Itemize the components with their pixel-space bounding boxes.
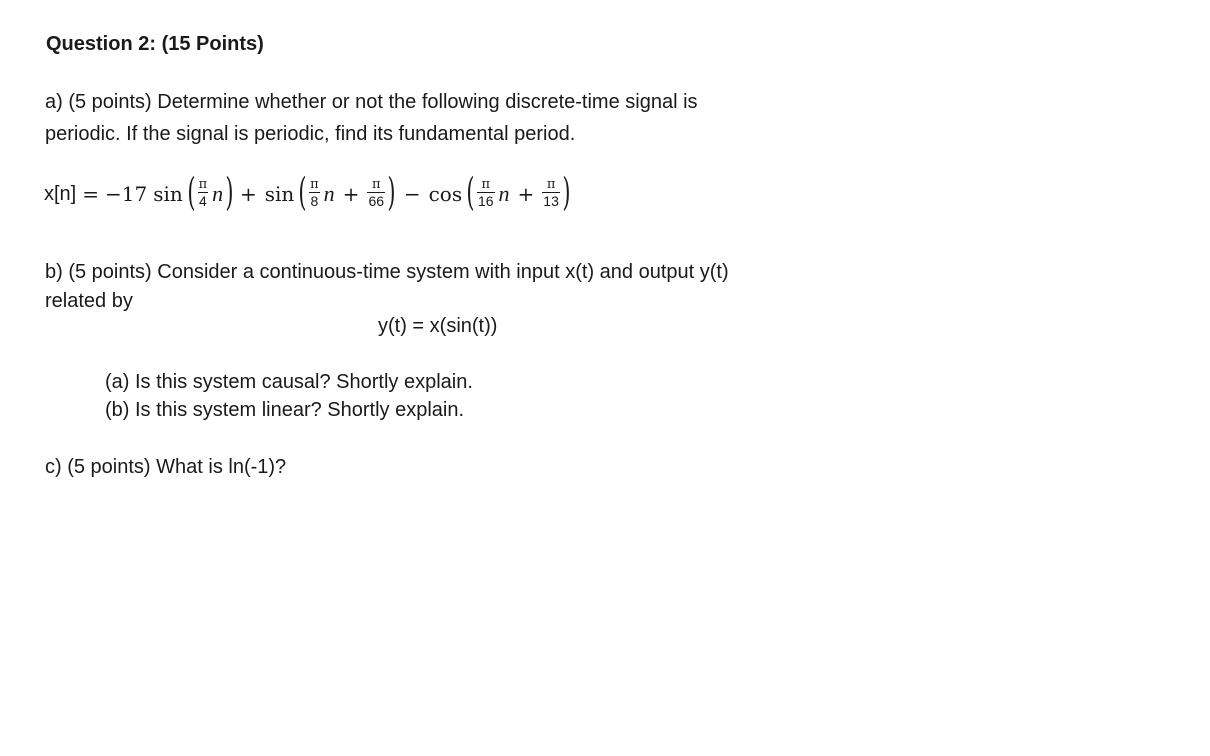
- formula-rparen-2: ): [387, 170, 396, 214]
- fraction-denominator: 4: [198, 193, 207, 209]
- formula-sin-1: sin: [153, 182, 183, 206]
- part-c-text: c) (5 points) What is ln(-1)?: [45, 456, 287, 478]
- system-equation: y(t) = x(sin(t)): [378, 315, 498, 337]
- fraction-numerator: π: [310, 177, 319, 192]
- sub-question-causal: (a) Is this system causal? Shortly explain.: [105, 371, 473, 393]
- fraction-pi-over-13: [542, 177, 560, 209]
- formula-plus-3: +: [517, 182, 535, 206]
- formula-rparen-1: ): [225, 170, 234, 214]
- fraction-pi-over-16: [477, 177, 495, 209]
- sub-question-linear: (b) Is this system linear? Shortly explain.: [105, 399, 465, 421]
- fraction-numerator: π: [371, 177, 381, 192]
- formula-sin-2: sin: [264, 182, 295, 206]
- fraction-denominator: 16: [477, 193, 494, 209]
- formula-lparen-2: (: [298, 170, 307, 214]
- formula-plus-2: +: [342, 182, 360, 206]
- fraction-numerator: π: [546, 177, 556, 192]
- part-a-text-line-1: a) (5 points) Determine whether or not the following discrete-time signal is: [45, 91, 698, 113]
- part-a-text-line-2: periodic. If the signal is periodic, find its fundamental period.: [45, 123, 576, 145]
- formula-coefficient: −17: [105, 182, 148, 206]
- formula-var-n: n: [212, 181, 224, 206]
- formula-equals: =: [82, 182, 100, 206]
- part-b-text-line-1: b) (5 points) Consider a continuous-time system with input x(t) and output y(t): [45, 261, 729, 283]
- formula-lhs: x[n]: [44, 182, 77, 205]
- fraction-pi-over-4: [198, 177, 209, 209]
- formula-cos: cos: [428, 182, 463, 206]
- formula-var-n: n: [498, 181, 510, 206]
- fraction-denominator: 8: [310, 193, 319, 209]
- formula-rparen-3: ): [562, 170, 571, 214]
- question-title: Question 2: (15 Points): [46, 33, 264, 55]
- fraction-denominator: 66: [368, 193, 385, 209]
- formula-lparen-1: (: [187, 170, 196, 214]
- fraction-numerator: π: [198, 177, 208, 192]
- formula-plus-1: +: [239, 182, 257, 206]
- fraction-pi-over-8: [309, 177, 320, 209]
- formula-minus: −: [403, 182, 421, 206]
- part-b-text-line-2: related by: [45, 290, 133, 312]
- fraction-numerator: π: [481, 177, 491, 192]
- signal-formula: [44, 172, 571, 216]
- formula-lparen-3: (: [466, 170, 475, 214]
- fraction-pi-over-66: [367, 177, 385, 209]
- fraction-denominator: 13: [543, 193, 559, 209]
- formula-var-n: n: [323, 181, 335, 206]
